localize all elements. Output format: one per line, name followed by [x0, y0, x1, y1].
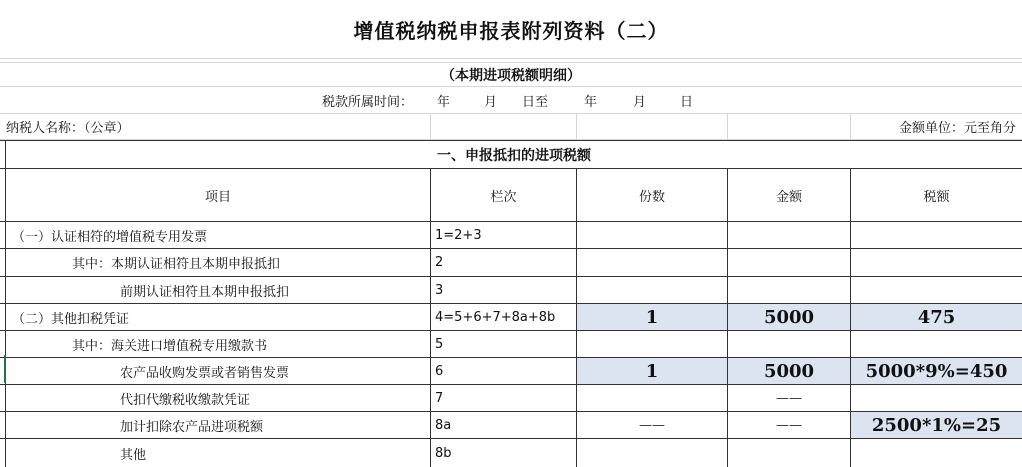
header-item[interactable]: 项目 — [5, 169, 430, 221]
row-amount[interactable] — [727, 331, 850, 357]
subtitle-row — [0, 63, 1022, 87]
row-tax[interactable] — [850, 249, 1022, 276]
header-amount[interactable]: 金额 — [727, 169, 850, 221]
blank-cell[interactable] — [430, 114, 576, 139]
row-count[interactable] — [576, 277, 727, 303]
row-amount[interactable]: 5000 — [727, 358, 850, 384]
title-row — [0, 0, 1022, 59]
row-item[interactable]: （二）其他扣税凭证 — [5, 304, 430, 330]
period-row — [0, 87, 1022, 114]
row-count[interactable] — [576, 331, 727, 357]
row-tax[interactable] — [850, 439, 1022, 467]
row-count[interactable] — [576, 439, 727, 467]
row-line[interactable]: 6 — [430, 358, 576, 384]
period-year-start: 年 — [437, 94, 451, 110]
row-line[interactable]: 5 — [430, 331, 576, 357]
row-item[interactable]: 农产品收购发票或者销售发票 — [5, 358, 430, 384]
row-line[interactable]: 8a — [430, 412, 576, 438]
row-line[interactable]: 3 — [430, 277, 576, 303]
row-amount[interactable] — [727, 439, 850, 467]
row-tax[interactable] — [850, 277, 1022, 303]
table-row — [0, 221, 1022, 248]
section-title[interactable]: 一、申报抵扣的进项税额 — [5, 141, 1022, 168]
period-year-end: 年 — [584, 94, 598, 110]
row-count[interactable] — [576, 222, 727, 248]
row-item[interactable]: 加计扣除农产品进项税额 — [5, 412, 430, 438]
page-subtitle[interactable]: （本期进项税额明细） — [441, 67, 581, 84]
table-row — [0, 330, 1022, 357]
table-row — [0, 384, 1022, 411]
row-tax[interactable] — [850, 222, 1022, 248]
table-row — [0, 438, 1022, 467]
row-item[interactable]: 前期认证相符且本期申报抵扣 — [5, 277, 430, 303]
row-item[interactable]: 其他 — [5, 439, 430, 467]
table-row — [0, 248, 1022, 276]
header-line[interactable]: 栏次 — [430, 169, 576, 221]
blank-cell[interactable] — [576, 114, 727, 139]
row-count[interactable]: 1 — [576, 304, 727, 330]
row-tax[interactable] — [850, 385, 1022, 411]
row-amount[interactable]: —— — [727, 412, 850, 438]
row-count[interactable] — [576, 385, 727, 411]
period-label[interactable]: 税款所属时间： — [322, 94, 414, 110]
row-item[interactable]: （一）认证相符的增值税专用发票 — [5, 222, 430, 248]
section-row — [0, 140, 1022, 168]
period-day-end: 日 — [680, 94, 694, 110]
blank-cell[interactable] — [727, 114, 850, 139]
row-line[interactable]: 1=2+3 — [430, 222, 576, 248]
period-month-end: 月 — [633, 94, 647, 110]
table-row — [0, 303, 1022, 330]
row-tax[interactable] — [850, 331, 1022, 357]
row-line[interactable]: 4=5+6+7+8a+8b — [430, 304, 576, 330]
row-item[interactable]: 其中：海关进口增值税专用缴款书 — [5, 331, 430, 357]
row-count[interactable]: —— — [576, 412, 727, 438]
taxpayer-row — [0, 114, 1022, 140]
page-title[interactable]: 增值税纳税申报表附列资料（二） — [353, 18, 669, 43]
row-line[interactable]: 7 — [430, 385, 576, 411]
row-tax[interactable]: 475 — [850, 304, 1022, 330]
row-tax[interactable]: 2500*1%=25 — [850, 412, 1022, 438]
row-line[interactable]: 2 — [430, 249, 576, 276]
row-amount[interactable] — [727, 222, 850, 248]
taxpayer-name-label[interactable]: 纳税人名称：（公章） — [6, 121, 130, 136]
row-item[interactable]: 代扣代缴税收缴款凭证 — [5, 385, 430, 411]
row-line[interactable]: 8b — [430, 439, 576, 467]
header-count[interactable]: 份数 — [576, 169, 727, 221]
detail-table — [0, 140, 1022, 467]
row-count[interactable]: 1 — [576, 358, 727, 384]
header-tax[interactable]: 税额 — [850, 169, 1022, 221]
period-month-start: 月 — [484, 94, 498, 110]
period-day-start: 日至 — [522, 94, 549, 110]
row-amount[interactable]: 5000 — [727, 304, 850, 330]
header-row — [0, 168, 1022, 221]
row-tax[interactable]: 5000*9%=450 — [850, 358, 1022, 384]
table-row — [0, 357, 1022, 384]
amount-unit-label[interactable]: 金额单位：元至角分 — [850, 114, 1022, 139]
row-amount[interactable] — [727, 249, 850, 276]
row-count[interactable] — [576, 249, 727, 276]
active-row-marker — [4, 355, 6, 383]
row-amount[interactable]: —— — [727, 385, 850, 411]
table-row — [0, 411, 1022, 438]
row-item[interactable]: 其中：本期认证相符且本期申报抵扣 — [5, 249, 430, 276]
table-row — [0, 276, 1022, 303]
row-amount[interactable] — [727, 277, 850, 303]
